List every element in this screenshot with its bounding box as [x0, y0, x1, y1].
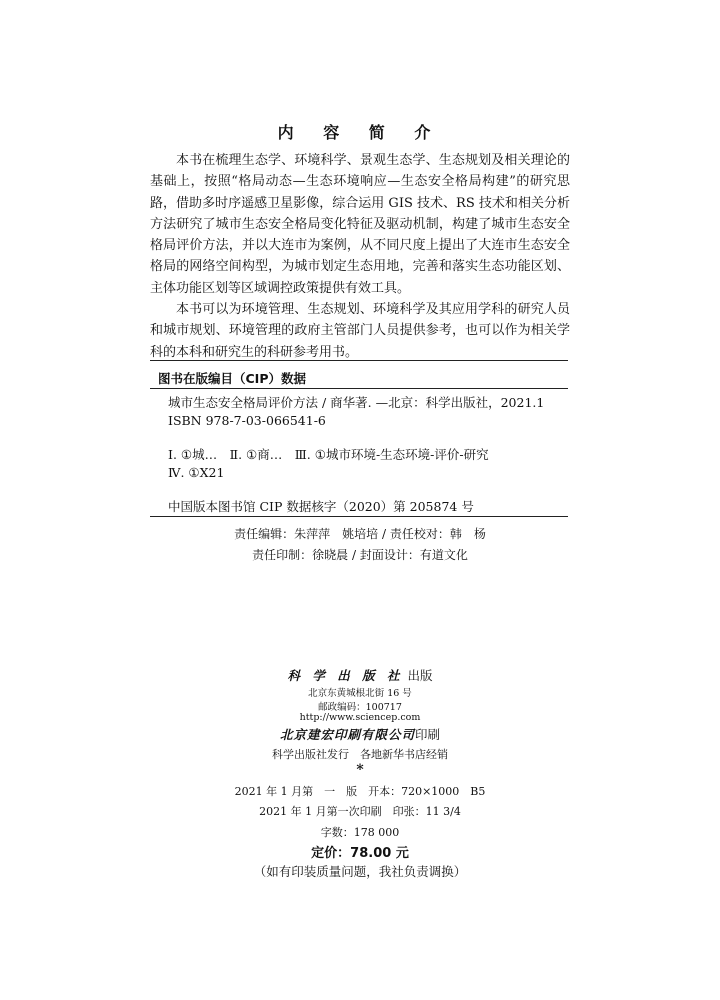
publisher-name: 科 学 出 版 社: [287, 668, 404, 683]
publisher-postcode: 邮政编码：100717: [318, 702, 402, 713]
printer-line: [0, 725, 720, 743]
price-label: 定价：: [311, 846, 351, 861]
cip-book-line: 城市生态安全格局评价方法 / 商华著. —北京：科学出版社，2021.1: [168, 395, 545, 410]
editor-credits: 责任编辑：朱萍萍 姚培培 / 责任校对：韩 杨: [234, 527, 486, 541]
introduction: [150, 150, 570, 363]
cip-heading: 图书在版编目（CIP）数据: [158, 371, 306, 386]
cip-heading-rule: [150, 388, 568, 389]
cip-classification-2: Ⅳ. ①X21: [168, 465, 225, 480]
cip-bottom-rule: [150, 516, 568, 517]
separator-star: *: [356, 762, 364, 778]
intro-paragraph-2: 本书可以为环境管理、生态规划、环境科学及其应用学科的研究人员和城市规划、环境管理的政府主管部门人员提供参考，也可以作为相关学科的本科和研究生的科研参考用书。: [150, 302, 570, 360]
cip-isbn: ISBN 978-7-03-066541-6: [168, 413, 326, 428]
intro-paragraph-1: 本书在梳理生态学、环境科学、景观生态学、生态规划及相关理论的基础上，按照“格局动态—生态环境响应—生态安全格局构建”的研究思路，借助多时序遥感卫星影像，综合运用 GIS 技术、RS 技术和相关分析方法研究了城市生态安全格局变化特征及驱动机制，构建了城市生态安全格局评价方法，并以大连市为案例，从不同尺度上提出了大连市生态安全格局的网络空间构型，为城市划定生态用地，完善和落实生态功能区划、主体功能区划等区域调控政策提供有效工具。: [150, 153, 570, 296]
page-title: 内 容 简 介: [277, 123, 443, 142]
quality-note: （如有印装质量问题，我社负责调换）: [253, 864, 467, 879]
publisher-suffix: 出版: [407, 668, 433, 683]
distribution-line: 科学出版社发行 各地新华书店经销: [272, 748, 448, 761]
printing-line: 2021 年 1 月第一次印刷 印张：11 3/4: [259, 805, 461, 818]
price-value: 78.00 元: [350, 846, 409, 861]
cip-record-number: 中国版本图书馆 CIP 数据核字（2020）第 205874 号: [168, 499, 474, 514]
price-line: [0, 842, 720, 861]
cip-top-rule: [150, 360, 568, 361]
edition-line: 2021 年 1 月第 一 版 开本：720×1000 B5: [234, 785, 486, 798]
word-count: 字数：178 000: [320, 826, 400, 839]
printer-name: 北京建宏印刷有限公司: [279, 727, 415, 742]
publisher-url: http://www.sciencep.com: [299, 712, 421, 723]
production-credits: 责任印制：徐晓晨 / 封面设计：有道文化: [252, 548, 468, 562]
printer-suffix: 印刷: [415, 727, 441, 742]
cip-classification-1: Ⅰ. ①城… Ⅱ. ①商… Ⅲ. ①城市环境-生态环境-评价-研究: [168, 447, 489, 462]
publisher-address: 北京东黄城根北街 16 号: [308, 688, 412, 699]
publisher-line: [0, 666, 720, 684]
